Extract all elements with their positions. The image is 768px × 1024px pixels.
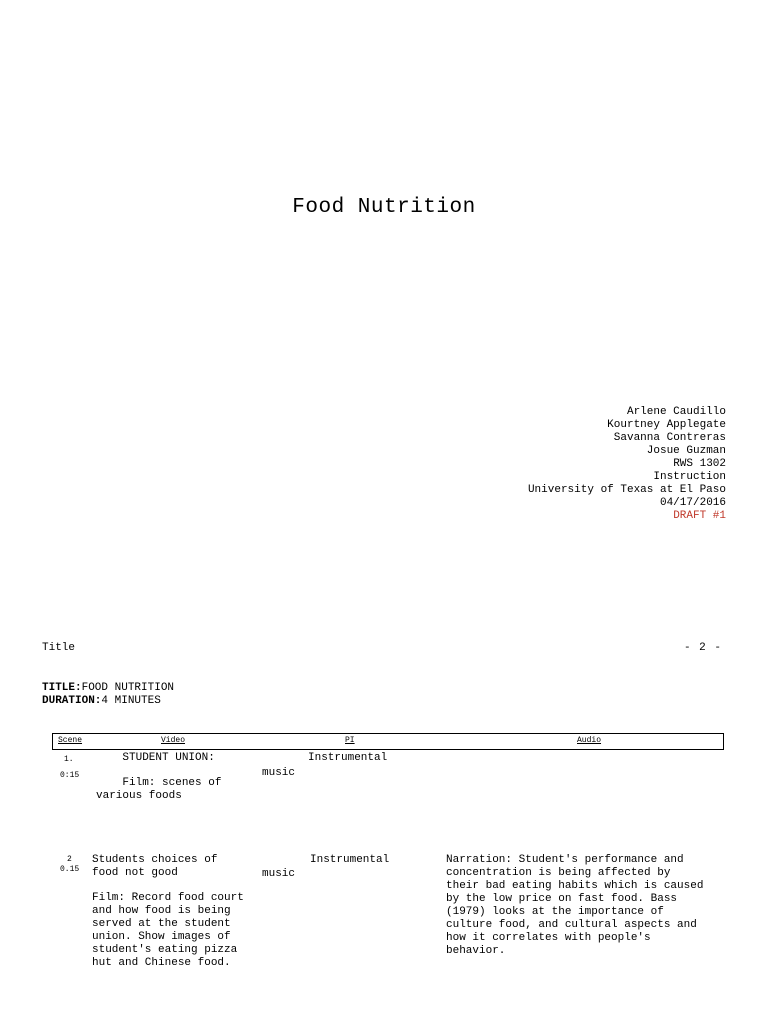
video-line: STUDENT UNION: [96,752,215,764]
column-header-audio: Audio [577,736,602,745]
course-line: RWS 1302 [673,458,726,470]
column-header-pi: PI [345,736,355,745]
audio-line: (1979) looks at the importance of [446,906,664,918]
video-line: Students choices of [92,854,218,866]
video-line: food not good [92,867,178,879]
scene-number: 2 [67,855,72,864]
audio-line: culture food, and cultural aspects and [446,919,697,931]
duration-key: DURATION: [42,695,102,707]
draft-label: DRAFT #1 [673,510,726,522]
author-line: Josue Guzman [646,445,726,457]
title-key: TITLE: [42,682,82,694]
duration-value: 4 MINUTES [101,695,161,707]
scene-time: 0:15 [60,771,80,780]
date-line: 04/17/2016 [659,497,726,509]
video-line: hut and Chinese food. [92,957,231,969]
running-title: Title [42,642,76,654]
script-meta [42,682,174,708]
video-line: various foods [96,790,182,802]
author-block [528,406,726,523]
video-line: served at the student [92,918,231,930]
scene-number: 1. [64,755,74,764]
audio-line: their bad eating habits which is caused [446,880,704,892]
pi-line: music [262,868,296,880]
author-line: Arlene Caudillo [626,406,726,418]
video-line: Film: Record food court [92,892,244,904]
column-header-video: Video [161,736,186,745]
document-title: Food Nutrition [292,196,476,219]
pi-line: music [262,767,296,779]
instructor-line: Instruction [653,471,726,483]
audio-line: behavior. [446,945,506,957]
video-line: union. Show images of [92,931,231,943]
table-header [52,733,724,750]
scene-time: 0.15 [60,865,80,874]
video-line: student's eating pizza [92,944,238,956]
audio-line: Narration: Student's performance and [446,854,684,866]
audio-line: how it correlates with people's [446,932,651,944]
audio-line: by the low price on fast food. Bass [446,893,678,905]
video-line: Film: scenes of [96,777,222,789]
pi-line: Instrumental [308,752,388,764]
audio-line: concentration is being affected by [446,867,671,879]
page-number: - 2 - [683,642,722,654]
author-line: Kourtney Applegate [607,419,726,431]
video-line: and how food is being [92,905,231,917]
pi-line: Instrumental [310,854,390,866]
university-line: University of Texas at El Paso [527,484,726,496]
title-value: FOOD NUTRITION [81,682,175,694]
column-header-scene: Scene [58,736,83,745]
author-line: Savanna Contreras [613,432,726,444]
